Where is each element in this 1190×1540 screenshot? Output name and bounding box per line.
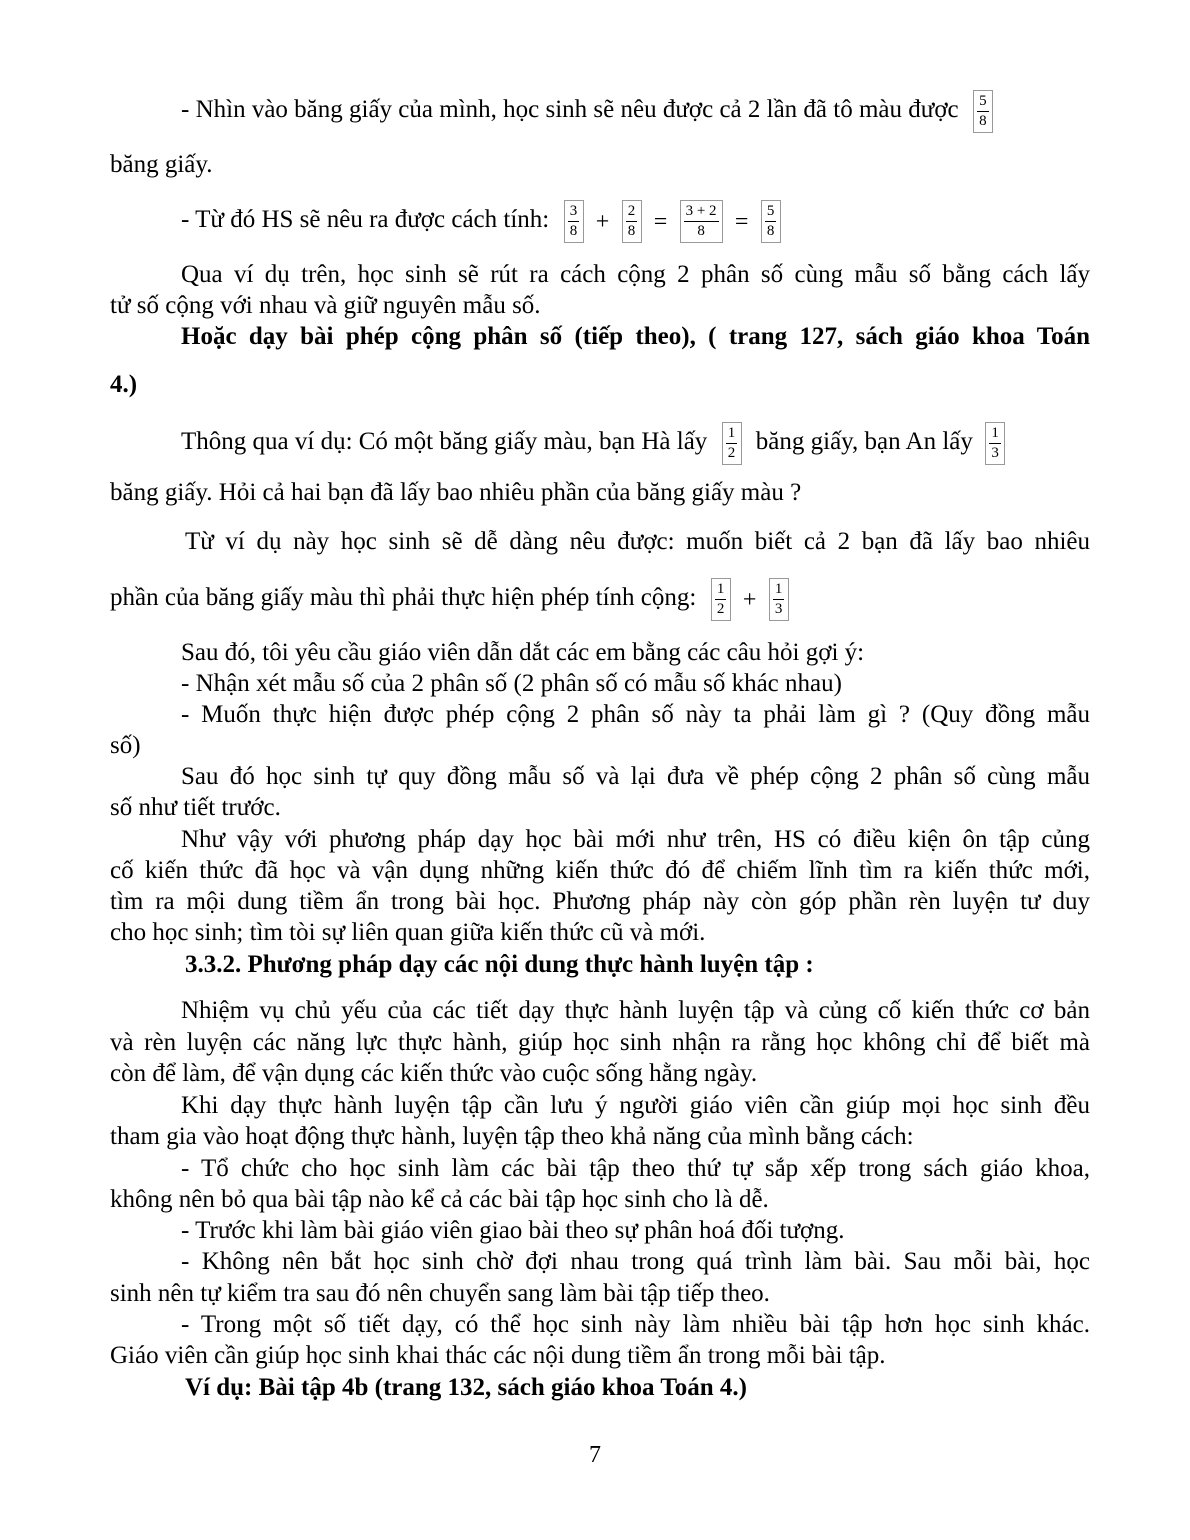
text: và rèn luyện các năng lực thực hành, giúp học sinh nhận ra rằng học không chỉ để biết mà bbox=[110, 1029, 1090, 1056]
denominator: 2 bbox=[716, 601, 725, 617]
numerator: 1 bbox=[715, 581, 727, 600]
paragraph-line: số) bbox=[110, 732, 141, 759]
paragraph-line bbox=[181, 1154, 1090, 1184]
paragraph-line: số như tiết trước. bbox=[110, 794, 281, 821]
paragraph-line bbox=[181, 996, 1090, 1026]
formula-line bbox=[181, 200, 783, 243]
text: - Tổ chức cho học sinh làm các bài tập theo thứ tự sắp xếp trong sách giáo khoa, bbox=[181, 1155, 1090, 1182]
section-heading: 3.3.2. Phương pháp dạy các nội dung thực hành luyện tập : bbox=[185, 951, 814, 978]
paragraph-line: còn để làm, để vận dụng các kiến thức vào cuộc sống hằng ngày. bbox=[110, 1060, 758, 1087]
numerator: 2 bbox=[626, 203, 638, 222]
fraction-1-2 bbox=[722, 422, 742, 465]
text: - Nhìn vào băng giấy của mình, học sinh sẽ nêu được cả 2 lần đã tô màu được bbox=[181, 96, 959, 124]
plus-sign: + bbox=[595, 208, 610, 235]
plus-sign: + bbox=[742, 586, 757, 613]
text: - Không nên bắt học sinh chờ đợi nhau trong quá trình làm bài. Sau mỗi bài, học bbox=[181, 1248, 1090, 1275]
paragraph-line bbox=[185, 527, 1090, 557]
text: Hoặc dạy bài phép cộng phân số (tiếp theo), ( trang 127, sách giáo khoa Toán bbox=[181, 323, 1090, 350]
paragraph-line bbox=[181, 825, 1090, 855]
fraction-1-3 bbox=[769, 578, 789, 621]
denominator: 8 bbox=[569, 223, 578, 239]
paragraph-line bbox=[110, 887, 1090, 917]
equals-sign: = bbox=[653, 208, 668, 235]
fraction-5-8 bbox=[761, 200, 781, 243]
paragraph-line bbox=[110, 856, 1090, 886]
fraction-1-2 bbox=[711, 578, 731, 621]
paragraph-line bbox=[181, 700, 1090, 730]
text: Thông qua ví dụ: Có một băng giấy màu, bạn Hà lấy bbox=[181, 428, 708, 456]
formula-line bbox=[110, 578, 791, 621]
denominator: 8 bbox=[979, 113, 987, 129]
text: - Từ đó HS sẽ nêu ra được cách tính: bbox=[181, 206, 550, 234]
numerator: 1 bbox=[989, 425, 1001, 444]
text: - Muốn thực hiện được phép cộng 2 phân số này ta phải làm gì ? (Quy đồng mẫu bbox=[181, 701, 1090, 728]
text: Qua ví dụ trên, học sinh sẽ rút ra cách cộng 2 phân số cùng mẫu số bằng cách lấy bbox=[181, 261, 1090, 288]
fraction-3plus2-8 bbox=[680, 200, 723, 243]
text: Từ ví dụ này học sinh sẽ dễ dàng nêu được: muốn biết cả 2 bạn đã lấy bao nhiêu bbox=[185, 528, 1090, 555]
denominator: 8 bbox=[766, 223, 775, 239]
heading-line: 4.) bbox=[110, 371, 138, 398]
paragraph-line: tử số cộng với nhau và giữ nguyên mẫu số. bbox=[110, 292, 541, 319]
numerator: 3 + 2 bbox=[684, 203, 719, 222]
denominator: 3 bbox=[991, 445, 999, 461]
paragraph-line: sinh nên tự kiểm tra sau đó nên chuyển sang làm bài tập tiếp theo. bbox=[110, 1280, 770, 1307]
numerator: 1 bbox=[773, 581, 785, 600]
text: phần của băng giấy màu thì phải thực hiện phép tính cộng: bbox=[110, 584, 697, 612]
paragraph-line: cho học sinh; tìm tòi sự liên quan giữa kiến thức cũ và mới. bbox=[110, 919, 706, 946]
text: tìm ra mội dung tiềm ẩn trong bài học. Phương pháp này còn góp phần rèn luyện tư duy bbox=[110, 888, 1090, 915]
paragraph-line bbox=[181, 422, 1007, 465]
paragraph-line: - Nhận xét mẫu số của 2 phân số (2 phân số có mẫu số khác nhau) bbox=[181, 670, 842, 697]
fraction-5-8 bbox=[973, 90, 993, 133]
text: Sau đó học sinh tự quy đồng mẫu số và lại đưa về phép cộng 2 phân số cùng mẫu bbox=[181, 763, 1090, 790]
numerator: 5 bbox=[765, 203, 777, 222]
denominator: 3 bbox=[774, 601, 783, 617]
paragraph-line: băng giấy. bbox=[110, 151, 213, 178]
paragraph-line: Sau đó, tôi yêu cầu giáo viên dẫn dắt các em bằng các câu hỏi gợi ý: bbox=[181, 639, 865, 666]
fraction-1-3 bbox=[985, 422, 1005, 465]
heading-line bbox=[181, 322, 1090, 352]
denominator: 8 bbox=[627, 223, 636, 239]
paragraph-line bbox=[181, 762, 1090, 792]
paragraph-line bbox=[181, 1310, 1090, 1340]
paragraph-line: băng giấy. Hỏi cả hai bạn đã lấy bao nhiêu phần của băng giấy màu ? bbox=[110, 479, 802, 506]
text: Nhiệm vụ chủ yếu của các tiết dạy thực hành luyện tập và củng cố kiến thức cơ bản bbox=[181, 997, 1090, 1024]
paragraph-line bbox=[181, 90, 995, 133]
numerator: 3 bbox=[568, 203, 580, 222]
fraction-2-8 bbox=[622, 200, 642, 243]
text: - Trong một số tiết dạy, có thể học sinh này làm nhiều bài tập hơn học sinh khác. bbox=[181, 1311, 1090, 1338]
text: Như vậy với phương pháp dạy học bài mới như trên, HS có điều kiện ôn tập củng bbox=[181, 826, 1090, 853]
example-heading: Ví dụ: Bài tập 4b (trang 132, sách giáo khoa Toán 4.) bbox=[185, 1374, 747, 1401]
paragraph-line: - Trước khi làm bài giáo viên giao bài theo sự phân hoá đối tượng. bbox=[181, 1217, 845, 1244]
numerator: 5 bbox=[977, 93, 989, 112]
text: băng giấy, bạn An lấy bbox=[755, 428, 973, 456]
numerator: 1 bbox=[726, 425, 738, 444]
paragraph-line bbox=[181, 1247, 1090, 1277]
denominator: 2 bbox=[727, 445, 736, 461]
paragraph-line bbox=[110, 1028, 1090, 1058]
paragraph-line: tham gia vào hoạt động thực hành, luyện tập theo khả năng của mình bằng cách: bbox=[110, 1123, 914, 1150]
denominator: 8 bbox=[697, 223, 705, 239]
paragraph-line: Giáo viên cần giúp học sinh khai thác các nội dung tiềm ẩn trong mỗi bài tập. bbox=[110, 1342, 886, 1369]
text: cố kiến thức đã học và vận dụng những kiến thức đó để chiếm lĩnh tìm ra kiến thức mới, bbox=[110, 857, 1090, 884]
fraction-3-8 bbox=[564, 200, 584, 243]
equals-sign: = bbox=[734, 208, 749, 235]
paragraph-line: không nên bỏ qua bài tập nào kể cả các bài tập học sinh cho là dễ. bbox=[110, 1186, 769, 1213]
paragraph-line bbox=[181, 1091, 1090, 1121]
paragraph-line bbox=[181, 260, 1090, 290]
text: Khi dạy thực hành luyện tập cần lưu ý người giáo viên cần giúp mọi học sinh đều bbox=[181, 1092, 1090, 1119]
page-number: 7 bbox=[589, 1442, 601, 1468]
